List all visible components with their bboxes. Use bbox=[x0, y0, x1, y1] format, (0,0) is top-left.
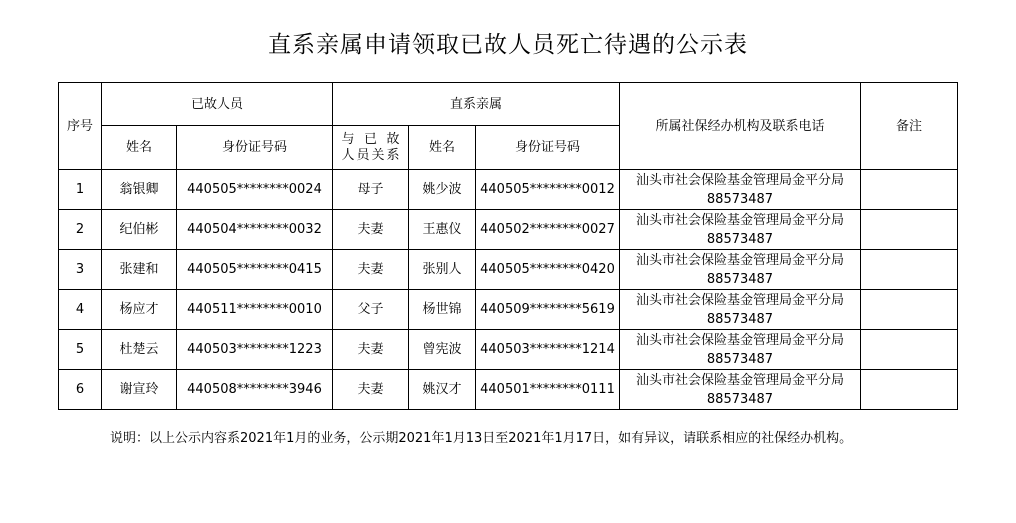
cell-org bbox=[620, 290, 861, 330]
cell-deceased-name: 纪伯彬 bbox=[102, 210, 177, 250]
announcement-table bbox=[58, 82, 958, 410]
cell-remark bbox=[861, 370, 958, 410]
cell-relative-id: 440509********5619 bbox=[476, 290, 620, 330]
header-deceased-id: 身份证号码 bbox=[177, 126, 333, 170]
header-seq: 序号 bbox=[59, 83, 102, 170]
table-row bbox=[59, 250, 958, 290]
header-relatives-group: 直系亲属 bbox=[333, 83, 620, 126]
org-phone: 88573487 bbox=[706, 191, 774, 207]
cell-org bbox=[620, 170, 861, 210]
cell-deceased-id: 440505********0024 bbox=[177, 170, 333, 210]
cell-org bbox=[620, 330, 861, 370]
cell-relative-name: 王惠仪 bbox=[409, 210, 476, 250]
cell-deceased-id: 440508********3946 bbox=[177, 370, 333, 410]
cell-remark bbox=[861, 170, 958, 210]
cell-deceased-name: 杨应才 bbox=[102, 290, 177, 330]
table-row bbox=[59, 370, 958, 410]
table-row bbox=[59, 290, 958, 330]
cell-relation: 夫妻 bbox=[333, 370, 409, 410]
cell-org bbox=[620, 210, 861, 250]
cell-remark bbox=[861, 330, 958, 370]
cell-relation: 夫妻 bbox=[333, 210, 409, 250]
cell-relative-id: 440501********0111 bbox=[476, 370, 620, 410]
cell-seq: 6 bbox=[59, 370, 102, 410]
cell-seq: 2 bbox=[59, 210, 102, 250]
org-phone: 88573487 bbox=[706, 351, 774, 367]
cell-seq: 3 bbox=[59, 250, 102, 290]
cell-deceased-name: 翁银卿 bbox=[102, 170, 177, 210]
footnote: 说明：以上公示内容系2021年1月的业务，公示期2021年1月13日至2021年1月17日，如有异议，请联系相应的社保经办机构。 bbox=[110, 431, 853, 446]
org-phone: 88573487 bbox=[706, 271, 774, 287]
cell-remark bbox=[861, 290, 958, 330]
cell-relation: 夫妻 bbox=[333, 250, 409, 290]
header-relation-line2: 人员关系 bbox=[341, 147, 400, 163]
header-deceased-group: 已故人员 bbox=[102, 83, 333, 126]
cell-deceased-name: 杜楚云 bbox=[102, 330, 177, 370]
org-name: 汕头市社会保险基金管理局金平分局 bbox=[635, 292, 844, 308]
cell-deceased-id: 440505********0415 bbox=[177, 250, 333, 290]
cell-relative-id: 440502********0027 bbox=[476, 210, 620, 250]
table-row bbox=[59, 330, 958, 370]
org-phone: 88573487 bbox=[706, 391, 774, 407]
cell-deceased-id: 440503********1223 bbox=[177, 330, 333, 370]
org-name: 汕头市社会保险基金管理局金平分局 bbox=[635, 372, 844, 388]
table-row bbox=[59, 210, 958, 250]
cell-relation: 父子 bbox=[333, 290, 409, 330]
cell-remark bbox=[861, 210, 958, 250]
header-relation bbox=[333, 126, 409, 170]
org-name: 汕头市社会保险基金管理局金平分局 bbox=[635, 332, 844, 348]
table-row bbox=[59, 170, 958, 210]
cell-relative-name: 曾宪波 bbox=[409, 330, 476, 370]
cell-relative-id: 440503********1214 bbox=[476, 330, 620, 370]
cell-relative-name: 姚少波 bbox=[409, 170, 476, 210]
cell-relative-name: 张别人 bbox=[409, 250, 476, 290]
header-relative-id: 身份证号码 bbox=[476, 126, 620, 170]
header-relation-line1: 与 已 故 bbox=[341, 131, 400, 147]
cell-relative-name: 姚汉才 bbox=[409, 370, 476, 410]
cell-deceased-id: 440504********0032 bbox=[177, 210, 333, 250]
page-title: 直系亲属申请领取已故人员死亡待遇的公示表 bbox=[268, 32, 748, 58]
cell-seq: 5 bbox=[59, 330, 102, 370]
header-org: 所属社保经办机构及联系电话 bbox=[620, 83, 861, 170]
cell-relation: 母子 bbox=[333, 170, 409, 210]
org-name: 汕头市社会保险基金管理局金平分局 bbox=[635, 212, 844, 228]
cell-deceased-id: 440511********0010 bbox=[177, 290, 333, 330]
org-name: 汕头市社会保险基金管理局金平分局 bbox=[635, 172, 844, 188]
cell-seq: 4 bbox=[59, 290, 102, 330]
org-name: 汕头市社会保险基金管理局金平分局 bbox=[635, 252, 844, 268]
cell-relative-name: 杨世锦 bbox=[409, 290, 476, 330]
cell-relative-id: 440505********0420 bbox=[476, 250, 620, 290]
header-deceased-name: 姓名 bbox=[102, 126, 177, 170]
org-phone: 88573487 bbox=[706, 311, 774, 327]
cell-org bbox=[620, 250, 861, 290]
cell-remark bbox=[861, 250, 958, 290]
cell-relation: 夫妻 bbox=[333, 330, 409, 370]
cell-relative-id: 440505********0012 bbox=[476, 170, 620, 210]
cell-deceased-name: 张建和 bbox=[102, 250, 177, 290]
cell-org bbox=[620, 370, 861, 410]
header-remarks: 备注 bbox=[861, 83, 958, 170]
org-phone: 88573487 bbox=[706, 231, 774, 247]
cell-deceased-name: 谢宣玲 bbox=[102, 370, 177, 410]
cell-seq: 1 bbox=[59, 170, 102, 210]
header-relative-name: 姓名 bbox=[409, 126, 476, 170]
